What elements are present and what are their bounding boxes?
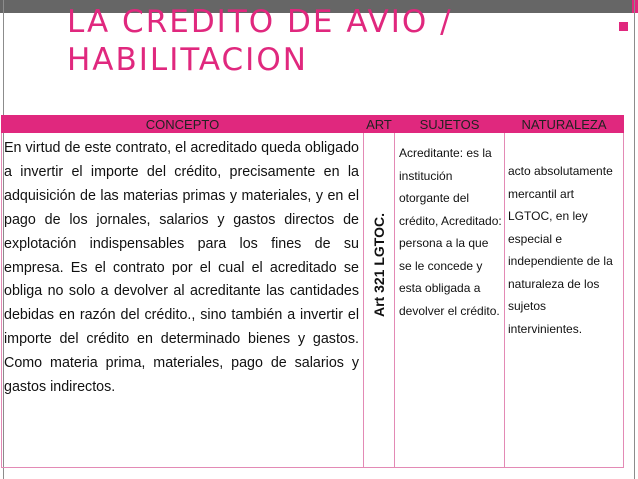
slide-title: LA CREDITO DE AVIO / HABILITACION [67, 4, 453, 78]
concepto-text: En virtud de este contrato, el acreditado queda obligado a invertir el importe del crédito, precisamente en la adquisición de las materias primas y materiales, y en el pago de los jornales, salarios y gastos directos de explotación indispensables para los fines de su empresa. Es el contrato por el cual el acreditado se obliga no solo a devolver al acreditante las cantidades debidas en razón del crédito., sino también a invertir el importe del crédito en determinado bienes y gastos. Como materia prima, materiales, pago de salarios y gastos indirectos. [4, 140, 359, 396]
credit-table [1, 115, 624, 468]
cell-naturaleza [505, 133, 624, 468]
header-sujetos: SUJETOS [395, 116, 505, 133]
right-frame-line [634, 0, 635, 479]
header-naturaleza: NATURALEZA [505, 116, 624, 133]
top-bar-pink-segment [632, 0, 638, 13]
header-concepto: CONCEPTO [2, 116, 364, 133]
header-art: ART [364, 116, 395, 133]
cell-art [364, 133, 395, 468]
corner-square-decoration [619, 22, 628, 31]
table-row [2, 133, 624, 468]
art-text: Art 321 LGTOC. [371, 213, 387, 317]
sujetos-text: Acreditante: es la institución otorgante del crédito, Acreditado: persona a la que se le concede y esta obligada a devolver el crédito. [399, 146, 502, 318]
cell-concepto [2, 133, 364, 468]
cell-sujetos [395, 133, 505, 468]
naturaleza-text: acto absolutamente mercantil art LGTOC, en ley especial e independiente de la naturaleza de los sujetos intervinientes. [508, 164, 613, 336]
table-header-row [2, 116, 624, 133]
